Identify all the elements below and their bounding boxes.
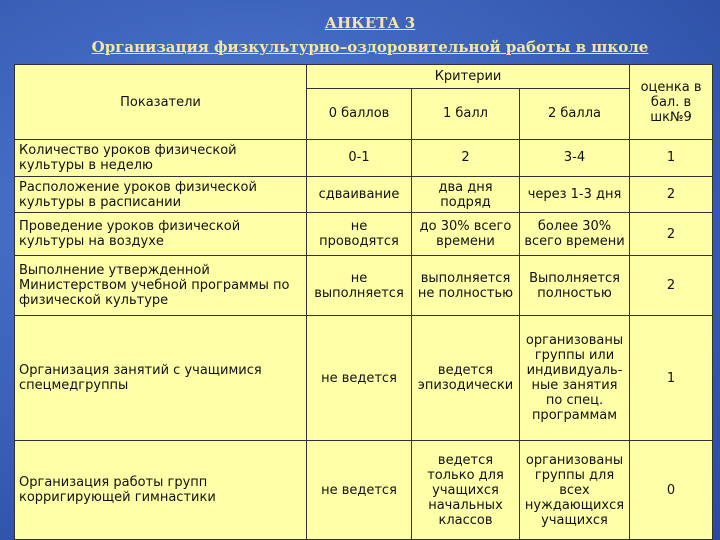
table-row — [15, 256, 713, 316]
header-criteria: Критерии — [307, 65, 630, 89]
row-indicator: Расположение уроков физической культуры в расписании — [15, 176, 307, 213]
row-c2: организованы группы или индивидуаль-ные занятия по спец. программам — [520, 316, 630, 441]
row-c2: организованы группы для всех нуждающихся учащихся — [520, 441, 630, 540]
table-row — [15, 441, 713, 540]
row-indicator: Проведение уроков физической культуры на воздухе — [15, 213, 307, 256]
row-c0: не проводятся — [307, 213, 412, 256]
row-indicator: Организация работы групп корригирующей гимнастики — [15, 441, 307, 540]
header-criterion-2: 2 балла — [520, 88, 630, 140]
row-c1: ведется эпизодически — [412, 316, 520, 441]
table-row — [15, 316, 713, 441]
page-subtitle: Организация физкультурно–оздоровительной работы в школе — [91, 38, 649, 56]
row-c1: ведется только для учащихся начальных классов — [412, 441, 520, 540]
row-c1: выполняется не полностью — [412, 256, 520, 316]
row-c2: более 30% всего времени — [520, 213, 630, 256]
survey-table — [14, 64, 713, 540]
row-c0: не выполняется — [307, 256, 412, 316]
row-indicator: Количество уроков физической культуры в неделю — [15, 140, 307, 177]
row-c0: не ведется — [307, 441, 412, 540]
row-score: 0 — [630, 441, 713, 540]
header-row-1 — [15, 65, 713, 89]
row-c2: через 1-3 дня — [520, 176, 630, 213]
page-title: АНКЕТА 3 — [324, 14, 416, 32]
table-row — [15, 213, 713, 256]
row-score: 2 — [630, 176, 713, 213]
row-score: 2 — [630, 256, 713, 316]
row-c0: 0-1 — [307, 140, 412, 177]
table-row — [15, 140, 713, 177]
row-indicator: Выполнение утвержденной Министерством учебной программы по физической культуре — [15, 256, 307, 316]
row-score: 2 — [630, 213, 713, 256]
row-indicator: Организация занятий с учащимися спецмедгруппы — [15, 316, 307, 441]
row-c0: сдваивание — [307, 176, 412, 213]
row-score: 1 — [630, 140, 713, 177]
row-c1: до 30% всего времени — [412, 213, 520, 256]
row-c2: Выполняется полностью — [520, 256, 630, 316]
row-c0: не ведется — [307, 316, 412, 441]
row-score: 1 — [630, 316, 713, 441]
header-score: оценка в бал. в шк№9 — [630, 65, 713, 140]
header-criterion-0: 0 баллов — [307, 88, 412, 140]
row-c1: два дня подряд — [412, 176, 520, 213]
row-c1: 2 — [412, 140, 520, 177]
header-criterion-1: 1 балл — [412, 88, 520, 140]
header-indicators: Показатели — [15, 65, 307, 140]
table-row — [15, 176, 713, 213]
row-c2: 3-4 — [520, 140, 630, 177]
